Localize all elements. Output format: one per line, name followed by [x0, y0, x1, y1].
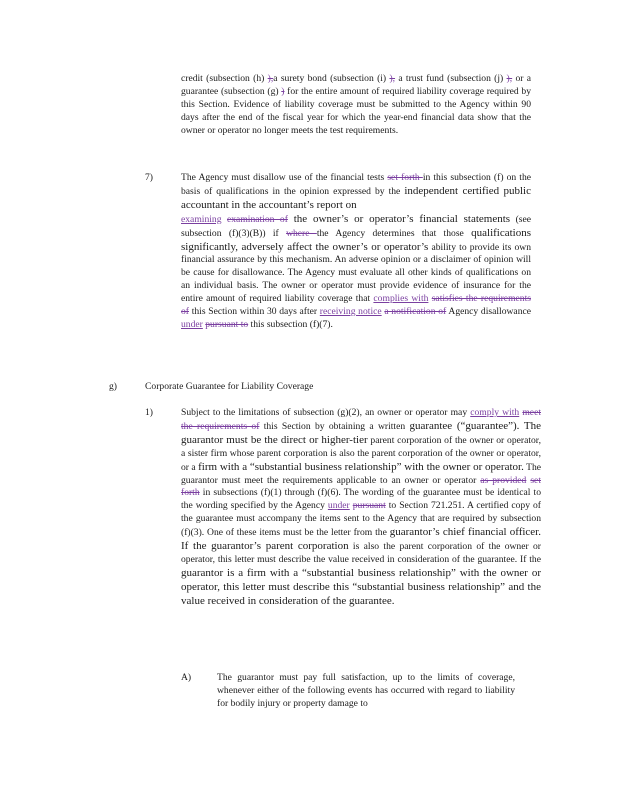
paragraph-credit-continuation: credit (subsection (h) ),a surety bond (subsection (i) ), a trust fund (subsection (j) ), or a guarantee (subsection (g) ) for the entire amount of required liability coverage required by this Section. Evidence of liability coverage must be submitted to the Agency within 90 days after the end of the fiscal year for which the year-end financial data show that the owner or operator no longer meets the test requirements.: [181, 73, 532, 136]
paragraph-item-A: The guarantor must pay full satisfaction, up to the limits of coverage, whenever either of the following events has occurred with regard to liability for bodily injury or property damage to: [217, 672, 515, 709]
deleted-text: examination of: [227, 213, 288, 225]
inserted-text: under: [327, 500, 350, 512]
inserted-large-text: the owner’s or operator’s financial statements: [287, 212, 511, 225]
section-g-title: Corporate Guarantee for Liability Coverage: [145, 381, 314, 392]
deleted-text: as provided: [480, 474, 527, 486]
deleted-text: set forth: [181, 474, 541, 499]
deleted-text: set forth: [387, 172, 423, 183]
inserted-large-text: guarantor is a firm with a “substantial business relationship” with the owner or operator, this letter must describe this “substantial business relationship” and the value received in consideration of the guarantee.: [181, 566, 541, 607]
item-number-7: 7): [145, 172, 153, 183]
deleted-text: meet the requirements of: [181, 407, 541, 432]
deleted-text: a notification of: [384, 306, 447, 318]
paragraph-item-7: The Agency must disallow use of the financial tests set forth in this subsection (f) on the basis of qualifications in the opinion expressed by the independent certified public accountant in the accountant’s report on examining examination of the owner’s or operator’s financial statements (see subsection (f)(3)(B)) if where the Agency determines that those qualifications significantly, adversely affect the owner’s or operator’s ability to provide its own financial assurance by this mechanism. An adverse opinion or a disclaimer of opinion will be cause for disallowance. The Agency must evaluate all other kinds of qualifications on an individual basis. The owner or operator must provide evidence of insurance for the entire amount of required liability coverage that complies with satisfies the requirements of this Section within 30 days after receiving notice a notification of Agency disallowance under pursuant to this subsection (f)(7).: [181, 172, 532, 330]
inserted-text: comply with: [470, 407, 520, 418]
deleted-text: ): [281, 85, 285, 97]
inserted-large-text: firm with a “substantial business relationship” with the owner or operator.: [198, 460, 524, 473]
item-letter-A: A): [181, 672, 192, 683]
deleted-text: ),: [506, 73, 513, 84]
item-number-1: 1): [145, 407, 153, 418]
deleted-text: where: [286, 227, 317, 239]
paragraph-item-1: Subject to the limitations of subsection (g)(2), an owner or operator may comply with meet the requirements of this Section by obtaining a written guarantee (“guarantee”). The guarantor must be the direct or higher-tier parent corporation of the owner or operator, a sister firm whose parent corporation is also the parent corporation of the owner or operator, or a firm with a “substantial business relationship” with the owner or operator. The guarantor must meet the requirements applicable to an owner or operator as provided set forth in subsections (f)(1) through (f)(6). The wording of the guarantee must be identical to the wording specified by the Agency under pursuant to Section 721.251. A certified copy of the guarantee must accompany the items sent to the Agency that are required by subsection (f)(3). One of these items must be the letter from the guarantor’s chief financial officer. If the guarantor’s parent corporation is also the parent corporation of the owner or operator, this letter must describe the value received in consideration of the guarantee. If the guarantor is a firm with a “substantial business relationship” with the owner or operator, this letter must describe this “substantial business relationship” and the value received in consideration of the guarantee.: [181, 407, 542, 607]
inserted-large-text: guarantor’s chief financial officer. If the guarantor’s parent corporation: [181, 526, 541, 553]
deleted-text: pursuant: [352, 500, 386, 512]
deleted-text: ),: [267, 73, 274, 84]
inserted-text: examining: [181, 213, 222, 225]
inserted-large-text: independent certified public accountant in the accountant’s report on: [181, 184, 531, 211]
inserted-large-text: guarantee (“guarantee”). The guarantor must be the direct or higher-tier: [181, 419, 541, 446]
inserted-text: complies with: [373, 293, 429, 305]
section-g-letter: g): [109, 381, 117, 392]
deleted-text: satisfies the requirements of: [181, 293, 531, 318]
deleted-text: ),: [389, 73, 396, 84]
inserted-text: receiving notice: [319, 306, 382, 318]
inserted-large-text: qualifications significantly, adversely affect the owner’s or operator’s: [181, 226, 531, 253]
inserted-text: under: [181, 318, 203, 330]
deleted-text: pursuant to: [205, 318, 249, 330]
